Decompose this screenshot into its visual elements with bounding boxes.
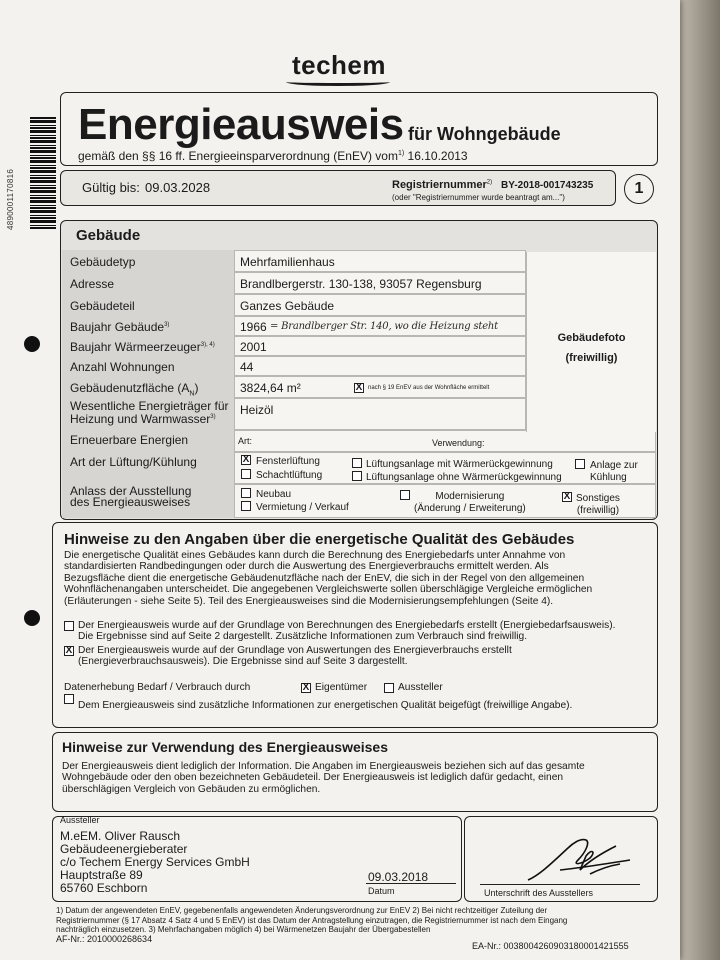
verbrauch-text [78,645,648,668]
row-label-area-sub: N [189,390,195,398]
checkbox-verbrauchsausweis[interactable]: X [65,645,73,656]
barcode [30,117,56,229]
logo-swoosh [286,78,390,86]
footnote-line: 1) Datum der angewendeten EnEV, gegebenenfalls angewendeten Änderungsverordnung zur EnEV 2) Bei nicht rechtzeitiger Zuteilung der [56,906,548,915]
ea-number: EA-Nr.: 00380042609031800014215​55 [472,941,629,951]
row-label-renewable: Erneuerbare Energien [70,433,189,447]
checkbox-ermittelt[interactable]: X [355,382,363,393]
building-section-title: Gebäude [76,227,141,244]
option-sonstiges-line1: Sonstiges [576,493,620,504]
option-schachtlueftung: Schachtlüftung [256,470,323,481]
verbrauch-line-2: (Energieverbrauchsausweis). Die Ergebnisse sind auf Seite 3 dargestellt. [78,656,408,668]
footnote-line: nachträglich einzusetzen. 3) Mehrfachangaben möglich 4) bei Wärmenetzen Baujahr der Übergabestellen [56,925,431,934]
issuer-label: Aussteller [60,815,100,825]
renewable-usage-label: Verwendung: [432,438,485,448]
issue-date: 09.03.2018 [368,870,429,884]
signature-line [480,884,640,885]
bedarf-line-1: Der Energieausweis wurde auf der Grundlage von Berechnungen des Energiebedarfs erstellt (Energiebedarfsausweis). [78,620,616,631]
checkbox-aussteller[interactable] [384,683,394,693]
issuer-line: M.eEM. Oliver Rausch [60,829,181,843]
energy-carrier-sup: 3) [210,414,216,420]
row-label-year-sup: 3) [164,322,170,328]
row-value-area: 3824,64 m² [240,381,301,395]
punch-hole-bottom [24,610,40,626]
photo-optional: (freiwillig) [565,352,618,364]
ermittelt-note: nach § 19 EnEV aus der Wohnfläche ermittelt [368,385,490,391]
row-label-type: Gebäudetyp [70,255,136,269]
row-value-part: Ganzes Gebäude [240,299,335,313]
law-text: gemäß den §§ 16 ff. Energieeinsparverordnung (EnEV) vom [78,149,398,163]
option-kuehlung-line2: Kühlung [590,472,627,483]
checkbox-ohne-wrg[interactable] [352,471,362,481]
bedarf-line-2: Die Ergebnisse sind auf Seite 2 dargestellt. Zusätzliche Informationen zum Verbrauch sind freiwillig. [78,631,528,643]
option-sonstiges [576,493,620,517]
handwritten-note: = Brandlberger Str. 140, wo die Heizung steht [270,321,498,332]
row-value-heater-year: 2001 [240,340,267,354]
notes-line: Bezugsfläche dient die energetische Gebäudenutzfläche nach der EnEV, die sich in der Regel von den allgemeinen [64,572,585,584]
option-kuehlung-line1: Anlage zur [590,460,638,471]
row-value-type: Mehrfamilienhaus [240,255,335,269]
notes-section-title: Hinweise zu den Angaben über die energetische Qualität des Gebäudes [64,531,575,548]
option-neubau: Neubau [256,489,292,500]
page-subtitle: für Wohngebäude [408,124,561,144]
punch-hole-top [24,336,40,352]
option-eigentuemer: Eigentümer [315,682,368,693]
notes-paragraph [64,550,649,607]
registration-number: BY-2018-001743235 [501,180,594,191]
issuer-line: Hauptstraße 89 [60,868,143,882]
footnotes [56,906,666,935]
row-label-ventilation: Art der Lüftung/Kühlung [70,455,197,469]
option-vermietung: Vermietung / Verkauf [256,502,349,513]
energy-carrier-label-2: Heizung und Warmwasser [70,412,211,426]
checkbox-bedarfsausweis[interactable] [64,621,74,631]
date-label: Datum [368,886,395,896]
option-kuehlung [590,460,638,484]
issuer-line: 65760 Eschborn [60,881,148,895]
registration-note: (oder "Registriernummer wurde beantragt am...") [392,193,565,202]
row-label-address: Adresse [70,277,115,291]
barcode-number: 4890001170816 [6,168,15,230]
issuer-line: Gebäudeenergieberater [60,842,188,856]
energy-carrier-label-1: Wesentliche Energieträger für [70,399,229,413]
law-date: 16.10.2013 [407,149,468,163]
occasion-label-2: des Energieausweises [70,495,191,509]
signature-icon [520,830,640,888]
valid-until-label: Gültig bis: [82,180,140,195]
option-modernisierung-line1: Modernisierung [435,491,505,502]
additional-info-text: Dem Energieausweis sind zusätzliche Informationen zur energetischen Qualität beigefügt (freiwillige Angabe). [78,700,573,711]
notes-line: Die energetische Qualität eines Gebäudes kann durch die Berechnung des Energiebedarfs unter Annahme von [64,550,566,561]
footnote-line: Registriernummer (§ 17 Absatz 4 Satz 4 und 5 EnEV) ist das Datum der Antragstellung einzutragen, die Registriernummer ist nach dem Eingang [56,915,568,925]
checkbox-sonstiges[interactable]: X [563,491,571,502]
option-fensterlueftung: Fensterlüftung [256,456,320,467]
checkbox-kuehlung[interactable] [575,459,585,469]
option-aussteller: Aussteller [398,682,443,693]
registration-label [392,179,492,191]
notes-line: Wohnflächenangaben unterscheidet. Die angegebenen Vergleichswerte sollen überschlägige Vergleiche ermöglichen [64,584,593,596]
registration-label-text: Registriernummer [392,179,487,191]
page-title: Energieausweis [78,100,404,149]
row-label-occasion [70,486,191,508]
row-label-area-text: Gebäudenutzfläche (A [70,381,190,395]
usage-section-title: Hinweise zur Verwendung des Energieausweises [62,739,389,755]
checkbox-fensterlueftung[interactable]: X [242,454,250,465]
valid-until-date: 09.03.2028 [145,180,211,195]
bedarf-text [78,620,648,643]
techem-logo: techem [291,50,387,80]
value-cell-energy-carrier [234,398,526,430]
option-mit-wrg: Lüftungsanlage mit Wärmerückgewinnung [366,459,553,470]
notes-line: standardisierten Randbedingungen oder durch die Auswertung des Energieverbrauchs ermittelt werden. Als [64,561,549,573]
row-label-part: Gebäudeteil [70,299,135,313]
checkbox-vermietung[interactable] [241,501,251,511]
registration-footnote: 2) [486,179,493,186]
row-value-energy-carrier: Heizöl [240,403,274,417]
row-label-area [70,381,198,397]
issuer-line: c/o Techem Energy Services GmbH [60,855,250,869]
photo-label: Gebäudefoto [557,332,626,344]
checkbox-mit-wrg[interactable] [352,458,362,468]
row-value-year: 1966 [240,320,267,334]
option-sonstiges-line2: (freiwillig) [576,505,620,516]
row-label-heater-year [70,340,215,354]
row-value-units: 44 [240,360,254,374]
building-photo-placeholder [526,252,656,432]
signature-label: Unterschrift des Ausstellers [484,888,594,898]
row-label-heater-year-sup: 3), 4) [200,342,215,348]
usage-paragraph [62,761,647,795]
row-label-year-text: Baujahr Gebäude [70,320,165,334]
occasion-label-1: Anlass der Ausstellung [70,484,192,498]
page-number-badge: 1 [624,174,654,204]
renewable-art-label: Art: [238,436,253,446]
usage-line: Der Energieausweis dient lediglich der Information. Die Angaben im Energieausweis beziehen sich auf das gesamte [62,761,585,772]
row-label-units: Anzahl Wohnungen [70,360,175,374]
data-collection-label: Datenerhebung Bedarf / Verbrauch durch [64,682,251,693]
usage-line: überschlägigen Vergleich von Gebäuden zu ermöglichen. [62,783,321,795]
option-modernisierung [414,491,526,515]
checkbox-zusaetzlich[interactable] [64,694,74,704]
af-number: AF-Nr.: 2010000268634 [56,934,153,944]
row-label-heater-year-text: Baujahr Wärmeerzeuger [70,340,201,354]
row-label-area-tail: ) [194,381,199,395]
checkbox-modernisierung[interactable] [400,490,410,500]
date-line [366,883,456,884]
value-cell-heater-year [234,336,526,356]
option-modernisierung-line2: (Änderung / Erweiterung) [414,503,526,514]
notes-line: (Erläuterungen - siehe Seite 5). Teil des Energieausweises sind die Modernisierungsempfehlungen (Seite 4). [64,595,554,607]
checkbox-neubau[interactable] [241,488,251,498]
verbrauch-line-1: Der Energieausweis wurde auf der Grundlage von Auswertungen des Energieverbrauchs erstellt [78,645,512,656]
issuer-address [60,830,250,895]
row-label-year [70,320,169,334]
row-value-address: Brandlbergerstr. 130-138, 93057 Regensburg [240,277,482,291]
value-cell-units [234,356,526,376]
row-label-energy-carrier [70,401,229,425]
checkbox-eigentuemer[interactable]: X [302,682,310,693]
law-footnote: 1) [397,150,405,157]
usage-line: Wohngebäude oder den oben bezeichneten Gebäudeteil. Der Energieausweis ist lediglich dafür gedacht, einen [62,772,564,784]
law-reference [78,149,468,163]
option-ohne-wrg: Lüftungsanlage ohne Wärmerückgewinnung [366,472,562,483]
checkbox-schachtlueftung[interactable] [241,469,251,479]
